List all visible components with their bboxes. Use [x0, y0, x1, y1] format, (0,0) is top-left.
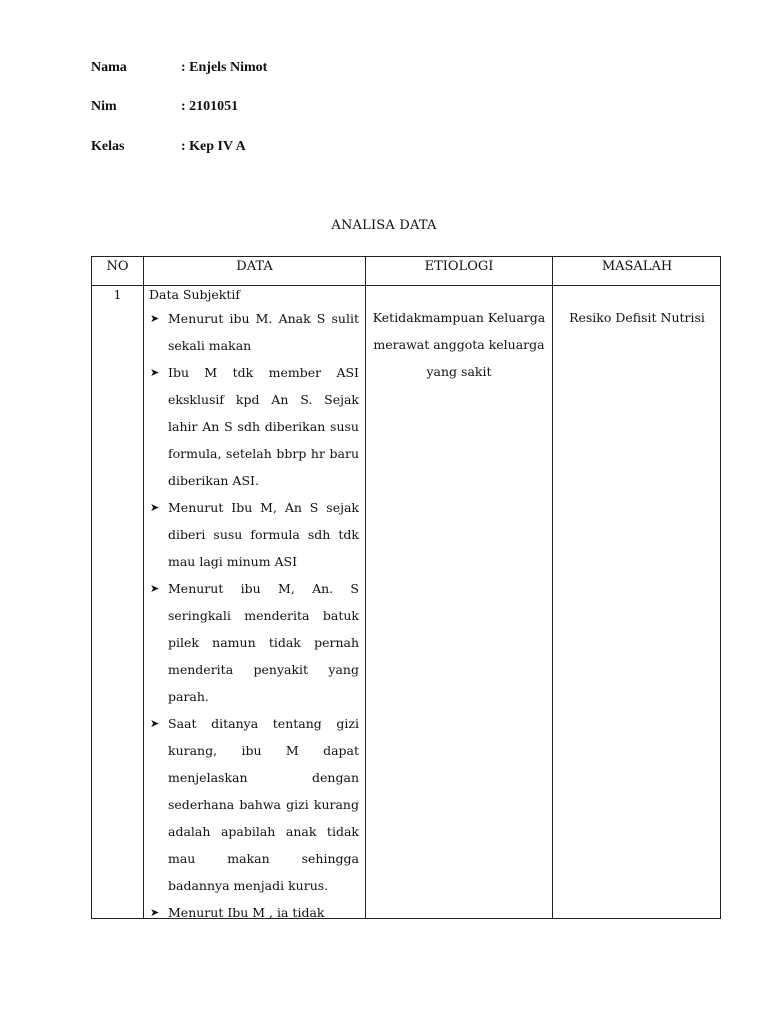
masalah-cell: Resiko Defisit Nutrisi [569, 310, 705, 325]
list-item: ➤ Saat ditanya tentang gizi kurang, ibu M dapat menjelaskan dengan sederhana bahwa gizi kurang adalah apabilah anak tidak mau makan sehingga badannya menjadi kurus. [149, 710, 359, 899]
arrow-bullet-icon: ➤ [150, 312, 160, 325]
page-title: ANALISA DATA [331, 218, 437, 233]
kelas-label: Kelas [91, 139, 125, 154]
list-item: ➤ Menurut ibu M. Anak S sulit sekali makan [149, 305, 359, 359]
analysis-table [91, 256, 721, 919]
list-item: ➤ Menurut Ibu M , ia tidak [149, 899, 359, 926]
col-divider [143, 257, 144, 918]
data-heading: Data Subjektif [149, 287, 241, 302]
arrow-bullet-icon: ➤ [150, 582, 160, 595]
data-cell [149, 287, 359, 926]
etiologi-cell: Ketidakmampuan Keluarga merawat anggota keluarga yang sakit [372, 310, 546, 379]
arrow-bullet-icon: ➤ [150, 906, 160, 919]
arrow-bullet-icon: ➤ [150, 717, 160, 730]
kelas-value: : Kep IV A [181, 139, 246, 154]
nama-value: : Enjels Nimot [181, 60, 268, 75]
arrow-bullet-icon: ➤ [150, 366, 160, 379]
nim-label: Nim [91, 99, 117, 114]
col-header-masalah: MASALAH [601, 259, 673, 274]
nim-value: : 2101051 [181, 99, 239, 114]
list-item: ➤ Ibu M tdk member ASI eksklusif kpd An S. Sejak lahir An S sdh diberikan susu formula, setelah bbrp hr baru diberikan ASI. [149, 359, 359, 494]
nama-label: Nama [91, 60, 127, 75]
col-header-data: DATA [236, 259, 273, 274]
arrow-bullet-icon: ➤ [150, 501, 160, 514]
col-header-etiologi: ETIOLOGI [424, 259, 494, 274]
col-header-no: NO [106, 259, 129, 274]
row-number: 1 [113, 287, 122, 302]
list-item: ➤ Menurut ibu M, An. S seringkali menderita batuk pilek namun tidak pernah menderita penyakit yang parah. [149, 575, 359, 710]
list-item: ➤ Menurut Ibu M, An S sejak diberi susu formula sdh tdk mau lagi minum ASI [149, 494, 359, 575]
